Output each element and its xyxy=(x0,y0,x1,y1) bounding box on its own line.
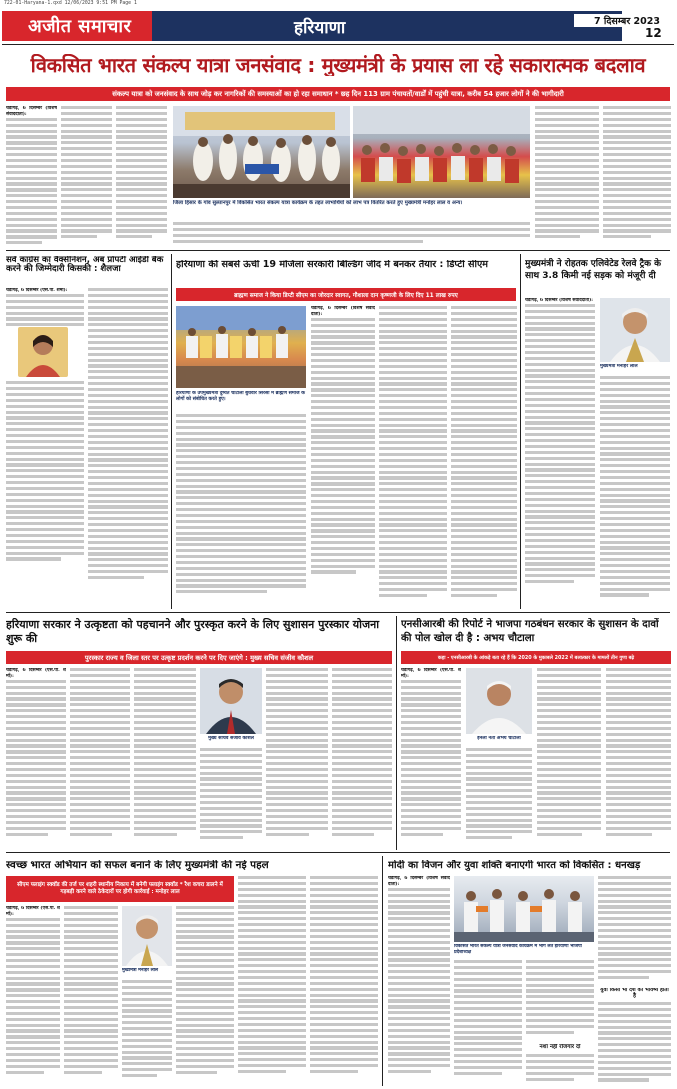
story3-photo-caption: हरियाणा के उपमुख्यमंत्री दुष्यंत चौटाला बुधवार सिरसा में ब्राह्मण समाज के लोगों को संबोधित करते हुए। xyxy=(176,391,305,402)
vrule-1 xyxy=(171,254,172,609)
story4-photo-caption: मुख्यमंत्री मनोहर लाल xyxy=(600,364,638,369)
story5-col-3 xyxy=(134,668,196,848)
story7-col-5 xyxy=(238,876,306,1086)
story8-subhead-2: युवा किसी भी देश का भविष्य होता है xyxy=(600,988,669,999)
story3-col-3 xyxy=(451,306,517,608)
story5-dateline: चंडीगढ़, 6 दिसम्बर (एस.पी. शर्मा): xyxy=(6,668,66,679)
crowd-scene xyxy=(353,106,530,198)
vrule-3 xyxy=(396,616,397,850)
vrule-4 xyxy=(382,856,383,1086)
lead-col-4 xyxy=(535,106,599,246)
story5-photo-chief-secretary xyxy=(200,668,262,734)
story5-strap: पुरस्कार राज्य व जिला स्तर पर उत्कृष्ट प्रदर्शन करने पर दिए जाएंगे : मुख्य सचिव संजीव कौशल xyxy=(6,651,392,664)
story6-photo-abhay xyxy=(466,668,532,734)
story5-col-5 xyxy=(266,668,328,848)
story7-col-1 xyxy=(6,906,60,1086)
story6-strap: कहा - एनसीआरबी के आंकड़े बता रहे हैं कि 2020 के मुकाबले 2022 में बलात्कार के मामलों तीन गुणा बढ़े xyxy=(401,651,671,664)
story5-col-2 xyxy=(70,668,130,848)
story2-col-1 xyxy=(6,288,84,608)
story6-col-1 xyxy=(401,668,461,848)
page-number: 12 xyxy=(645,26,662,40)
story7-headline: स्वच्छ भारत अभियान को सफल बनाने के लिए मुख्यमंत्री की नई पहल xyxy=(6,860,269,871)
story4-photo-cm xyxy=(600,298,670,362)
story3-dateline: चंडीगढ़, 6 दिसम्बर (विशेष संवाददाता): xyxy=(311,306,375,317)
edition-date: 7 दिसम्बर 2023 xyxy=(574,14,662,27)
ceremony-scene xyxy=(173,106,350,198)
story6-headline: एनसीआरबी की रिपोर्ट ने भाजपा गठबंधन सरकार के सुशासन के दावों की पोल खोल दी है : अभय चौटाला xyxy=(401,619,659,644)
story4-col-2 xyxy=(600,376,670,608)
story8-col-6 xyxy=(598,1002,671,1086)
story8-col-4 xyxy=(526,1054,594,1086)
story8-col-1 xyxy=(388,876,450,1086)
story5-photo-caption: मुख्य सचिव संजीव कौशल xyxy=(208,736,254,741)
story3-col-2 xyxy=(379,306,447,608)
story2-dateline: चंडीगढ़, 6 दिसम्बर (एस.पी. शर्मा): xyxy=(6,288,68,293)
story7-col-2 xyxy=(64,906,118,1086)
story5-headline: हरियाणा सरकार ने उत्कृष्टता को पहचानने और पुरस्कृत करने के लिए सुशासन पुरस्कार योजना शुरू की xyxy=(6,618,380,645)
story6-col-3 xyxy=(537,668,601,848)
story3-photo-gathering xyxy=(176,306,306,388)
lead-photo-caption: जिला हिसार के गांव सुल्तानपुर में विकसित भारत संकल्प यात्रा कार्यक्रम के तहत लाभार्थियों को लाभ पत्र वितरित करते हुए मुख्यमंत्री मनोहर लाल व अन्य। xyxy=(173,200,463,206)
story8-col-5 xyxy=(598,876,671,986)
rule-2 xyxy=(6,612,670,613)
story2-col-2 xyxy=(88,288,168,608)
rule-3 xyxy=(6,852,670,853)
story8-headline: मोदी का विजन और युवा शक्ति बनाएगी भारत को विकसित : धनखड़ xyxy=(388,860,641,871)
story4-headline: मुख्यमंत्री ने रोहतक एलिवेटेड रेलवे ट्रैक के साथ 3.8 किमी नई सड़क को मंजूरी दी xyxy=(525,259,662,281)
story8-col-2 xyxy=(454,960,522,1086)
story6-col-2 xyxy=(466,748,532,848)
story3-col-4 xyxy=(176,414,306,608)
lead-col-1 xyxy=(6,106,57,246)
lead-col-5 xyxy=(603,106,671,246)
masthead-navy-band xyxy=(152,11,622,41)
story7-col-6 xyxy=(310,876,378,1086)
story4-col-1 xyxy=(525,298,595,608)
story5-col-6 xyxy=(332,668,392,848)
lead-col-2 xyxy=(61,106,112,246)
story7-photo-caption: मुख्यमंत्री मनोहर लाल xyxy=(122,968,158,973)
masthead xyxy=(2,10,674,42)
story7-col-3 xyxy=(176,906,234,1086)
story4-dateline: चंडीगढ़, 6 दिसम्बर (विशेष संवाददाता): xyxy=(525,298,593,303)
lead-dateline: चंडीगढ़, 6 दिसम्बर (विशेष संवाददाता): xyxy=(6,106,57,117)
masthead-rule xyxy=(2,44,674,45)
story3-strap: ब्राह्मण समाज ने किया डिप्टी सीएम का जोरदार स्वागत, गौशाला दान कृष्णजी के लिए दिए 11 लाख रुपए xyxy=(176,288,516,301)
abhay-portrait xyxy=(466,668,532,734)
lead-col-3 xyxy=(116,106,167,246)
story8-photo-event xyxy=(454,876,594,942)
print-slug: 722-01-Haryana-1.qxd 12/06/2023 9:51 PM Page 1 xyxy=(4,1,137,6)
story5-col-1 xyxy=(6,668,66,848)
story2-headline: सर्व कांग्रेस का वैक्सीनेशन, अब प्रॉपर्टी आईडी बैंक करने की जिम्मेदारी किसकी : शैलजा xyxy=(6,256,164,275)
story7-dateline: चंडीगढ़, 6 दिसम्बर (एस.पी. शर्मा): xyxy=(6,906,60,917)
lead-headline: विकसित भारत संकल्प यात्रा जनसंवाद : मुख्यमंत्री के प्रयास ला रहे सकारात्मक बदलाव xyxy=(30,54,646,76)
lead-photo-crowd xyxy=(353,106,530,198)
lead-strap: संकल्प यात्रा को जनसंवाद के साथ जोड़ कर नागरिकों की समस्याओं का हो रहा समाधान * छह दिन 113 ग्राम पंचायतों/वार्डों में पहुंची यात्रा, करीब 54 हजार लोगों ने की भागीदारी xyxy=(6,87,670,101)
cm-portrait-2 xyxy=(122,906,172,966)
story8-photo-caption: विकसित भारत संकल्प यात्रा जनसंवाद कार्यक्रम में भाग लेते हरियाणा भाजपा प्रदेशाध्यक्ष xyxy=(454,944,582,955)
story5-col-4 xyxy=(200,748,262,848)
story6-photo-caption: इनेलो नेता अभय चौटाला xyxy=(477,736,521,741)
cm-portrait xyxy=(600,298,670,362)
event-scene xyxy=(454,876,594,942)
story8-dateline: चंडीगढ़, 6 दिसम्बर (विशेष संवाददाता): xyxy=(388,876,450,887)
story7-col-4 xyxy=(122,980,172,1086)
story7-photo-cm xyxy=(122,906,172,966)
story7-strap: सीएम फ्लाइंग स्क्वॉड की तर्ज पर शहरी स्थानीय निकाय में बनेगी फ्लाइंग स्क्वॉड * रैश कचरा डालने में गड़बड़ी करने वाले ठेकेदारों पर होगी कार्रवाई : मनोहर लाल xyxy=(6,876,234,902)
gathering-scene xyxy=(176,306,306,388)
story8-col-3 xyxy=(526,960,594,1040)
newspaper-title: अजीत समाचार xyxy=(28,16,132,37)
masthead-notch xyxy=(137,11,152,41)
story3-col-1 xyxy=(311,306,375,608)
story6-col-4 xyxy=(606,668,671,848)
story3-headline: हरियाणा की सबसे ऊंची 19 मंजिला सरकारी बिल्डिंग जींद में बनकर तैयार : डिप्टी सीएम xyxy=(176,260,489,270)
rule-1 xyxy=(6,250,670,251)
chief-secretary-portrait xyxy=(200,668,262,734)
story8-subhead-1: नशा नहीं रोजगार दो xyxy=(539,1044,581,1050)
section-title: हरियाणा xyxy=(294,18,346,38)
lead-col-6 xyxy=(173,222,530,248)
story6-dateline: चंडीगढ़, 6 दिसम्बर (एस.पी. शर्मा): xyxy=(401,668,461,679)
lead-photo-ceremony xyxy=(173,106,350,198)
vrule-2 xyxy=(520,254,521,609)
